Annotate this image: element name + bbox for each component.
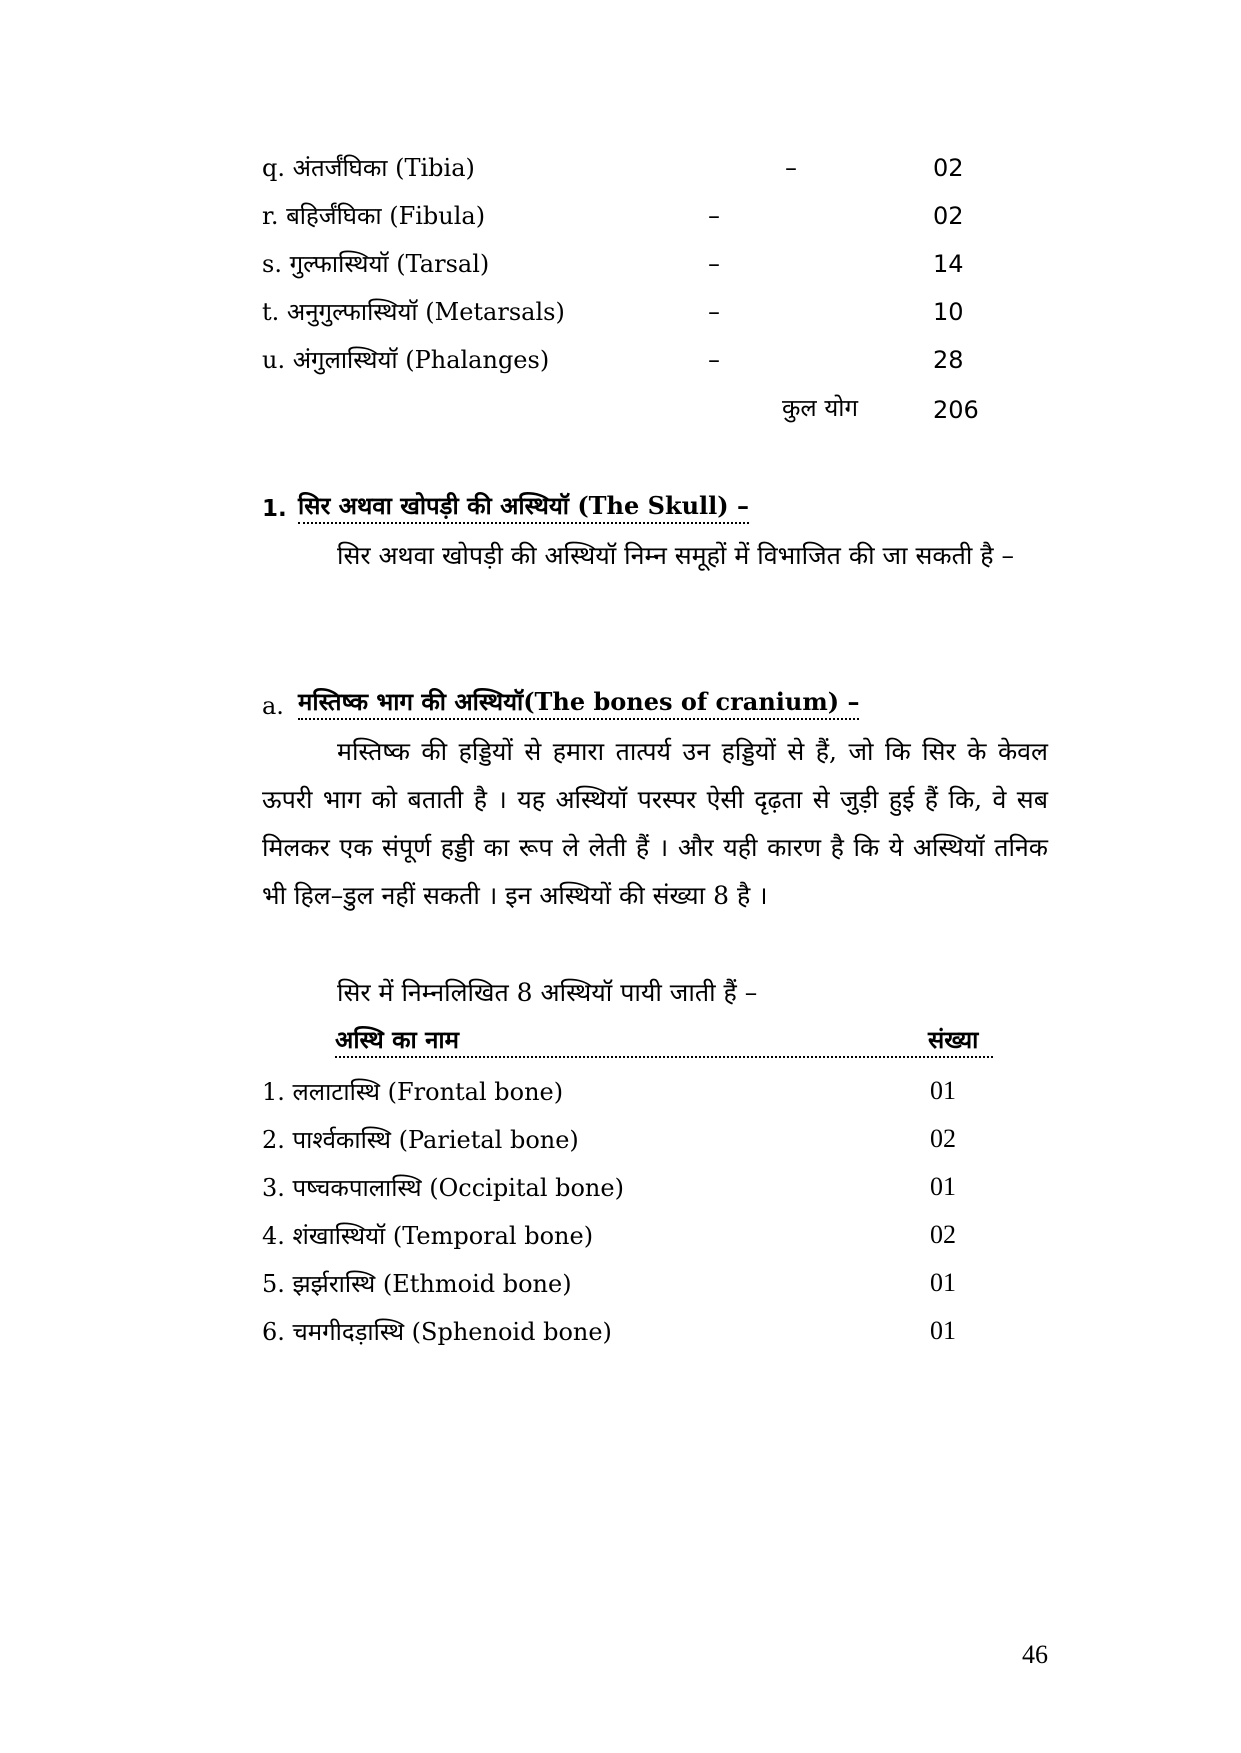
- page-number: 46: [1022, 1640, 1048, 1669]
- bone-row-label: q. अंतर्जंघिका (Tibia): [262, 154, 475, 182]
- section-intro-text: सिर अथवा खोपड़ी की अस्थियॉ निम्न समूहों में विभाजित की जा सकती है –: [337, 541, 1014, 570]
- bone-row-count: 14: [933, 250, 964, 278]
- table-row-count: 01: [930, 1172, 956, 1201]
- bone-row-dash: –: [708, 298, 720, 326]
- bone-row-dash: –: [708, 250, 720, 278]
- table-row-count: 01: [930, 1316, 956, 1345]
- bone-row-label: r. बहिर्जंघिका (Fibula): [262, 202, 486, 230]
- section-title: [298, 491, 749, 520]
- subsection-paragraph: [262, 728, 1048, 920]
- subsection-title-text: मस्तिष्क भाग की अस्थियॉ(The bones of cranium) –: [298, 687, 859, 720]
- bone-row-count: 02: [933, 202, 964, 230]
- subsection-title: [298, 687, 860, 716]
- table-row-count: 02: [930, 1124, 956, 1153]
- table-row-name: 1. ललाटास्थि (Frontal bone): [262, 1078, 564, 1106]
- subsection-letter: a.: [262, 692, 284, 720]
- table-row-count: 01: [930, 1076, 956, 1105]
- table-header-name: अस्थि का नाम: [335, 1025, 459, 1054]
- table-header-count: संख्या: [928, 1025, 979, 1054]
- bone-row-count: 10: [933, 298, 964, 326]
- bone-row-dash: –: [708, 202, 720, 230]
- bone-row-count: 28: [933, 346, 964, 374]
- table-row-name: 5. झर्झरास्थि (Ethmoid bone): [262, 1270, 572, 1298]
- table-row-name: 6. चमगीदड़ास्थि (Sphenoid bone): [262, 1318, 612, 1346]
- table-row-name: 4. शंखास्थियॉ (Temporal bone): [262, 1222, 594, 1250]
- bone-row-label: t. अनुगुल्फास्थियॉ (Metarsals): [262, 298, 565, 326]
- bone-row-dash: –: [785, 154, 797, 182]
- bone-row-count: 02: [933, 154, 964, 182]
- bone-row-dash: –: [708, 346, 720, 374]
- table-header-rule: [335, 1056, 993, 1058]
- table-row-name: 3. पष्चकपालास्थि (Occipital bone): [262, 1174, 624, 1202]
- bone-row-label: s. गुल्फास्थियॉ (Tarsal): [262, 250, 490, 278]
- total-value: 206: [933, 396, 979, 424]
- subsection-paragraph-text: मस्तिष्क की हड्डियों से हमारा तात्पर्य उन हड्डियों से हैं, जो कि सिर के केवल ऊपरी भाग को बताती है । यह अस्थियॉ परस्पर ऐसी दृढ़ता से जुड़ी हुई हैं कि, वे सब मिलकर एक संपूर्ण हड्डी का रूप ले लेती हैं । और यही कारण है कि ये अस्थियॉ तनिक भी हिल–डुल नहीं सकती । इन अस्थियों की संख्या 8 है ।: [262, 737, 1048, 910]
- table-row-name: 2. पार्श्वकास्थि (Parietal bone): [262, 1126, 579, 1154]
- section-intro: [262, 532, 1048, 580]
- table-row-count: 02: [930, 1220, 956, 1249]
- list-intro: सिर में निम्नलिखित 8 अस्थियॉ पायी जाती हैं –: [337, 978, 758, 1007]
- section-number: 1.: [262, 496, 287, 522]
- bone-row-label: u. अंगुलास्थियॉ (Phalanges): [262, 346, 550, 374]
- section-title-text: सिर अथवा खोपड़ी की अस्थियॉ (The Skull) –: [298, 491, 749, 524]
- table-row-count: 01: [930, 1268, 956, 1297]
- total-label: कुल योग: [782, 394, 858, 422]
